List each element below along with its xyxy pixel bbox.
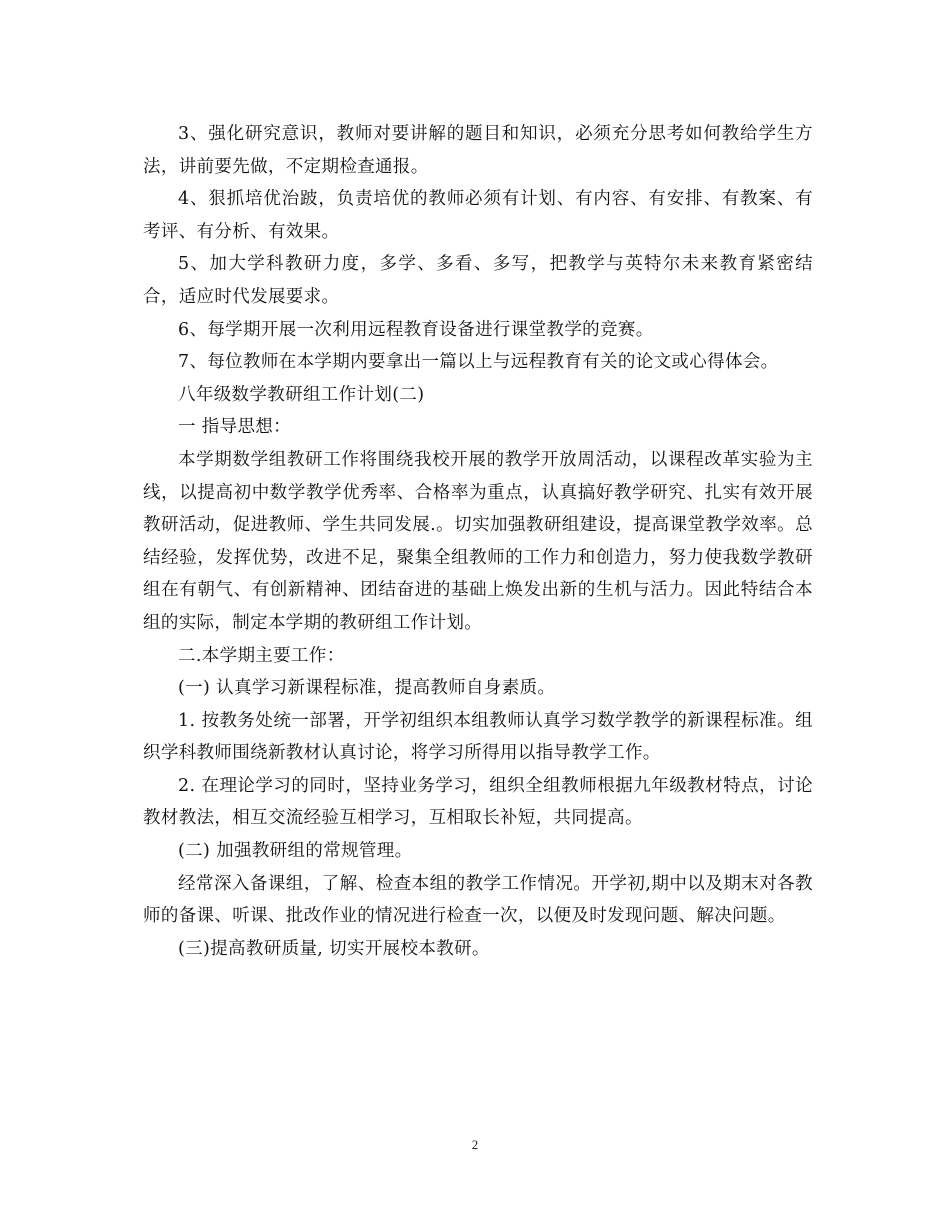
section-title: 八年级数学教研组工作计划(二)	[178, 384, 425, 405]
heading-guiding-ideology: 一 指导思想：	[178, 417, 292, 438]
page-number: 2	[471, 1137, 479, 1152]
paragraph-1-2: 2. 在理论学习的同时，坚持业务学习，组织全组教师根据九年级教材特点，讨论教材教法，相互交流经验互相学习，互相取长补短，共同提高。	[143, 775, 813, 829]
paragraph-guiding-ideology: 本学期数学组教研工作将围绕我校开展的教学开放周活动，以课程改革实验为主线，以提高初中数学教学优秀率、合格率为重点，认真搞好教学研究、扎实有效开展教研活动，促进教师、学生共同发展.。切实加强教研组建设，提高课堂教学效率。总结经验，发挥优势，改进不足，聚集全组教师的工作力和创造力，努力使我数学教研组在有朝气、有创新精神、团结奋进的基础上焕发出新的生机与活力。因此特结合本组的实际，制定本学期的教研组工作计划。	[143, 449, 813, 633]
document-body	[143, 118, 813, 965]
paragraph-1-1: 1. 按教务处统一部署，开学初组织本组教师认真学习数学教学的新课程标准。组织学科教师围绕新教材认真讨论，将学习所得用以指导教学工作。	[143, 710, 813, 764]
subheading-3: (三)提高教研质量, 切实开展校本教研。	[178, 938, 490, 959]
paragraph-item-4: 4、狠抓培优治跛，负责培优的教师必须有计划、有内容、有安排、有教案、有考评、有分析、有效果。	[143, 189, 813, 242]
paragraph-item-7: 7、每位教师在本学期内要拿出一篇以上与远程教育有关的论文或心得体会。	[178, 352, 779, 373]
subheading-1: (一) 认真学习新课程标准，提高教师自身素质。	[178, 678, 556, 699]
paragraph-2: 经常深入备课组，了解、检查本组的教学工作情况。开学初,期中以及期末对各教师的备课、听课、批改作业的情况进行检查一次，以便及时发现问题、解决问题。	[143, 873, 813, 927]
subheading-2: (二) 加强教研组的常规管理。	[178, 841, 413, 862]
paragraph-item-6: 6、每学期开展一次利用远程教育设备进行课堂教学的竞赛。	[178, 319, 654, 340]
paragraph-item-5: 5、加大学科教研力度，多学、多看、多写，把教学与英特尔未来教育紧密结合，适应时代发展要求。	[143, 254, 813, 307]
paragraph-item-3: 3、强化研究意识，教师对要讲解的题目和知识，必须充分思考如何教给学生方法，讲前要先做，不定期检查通报。	[143, 124, 813, 177]
heading-main-work: 二.本学期主要工作：	[178, 645, 345, 666]
